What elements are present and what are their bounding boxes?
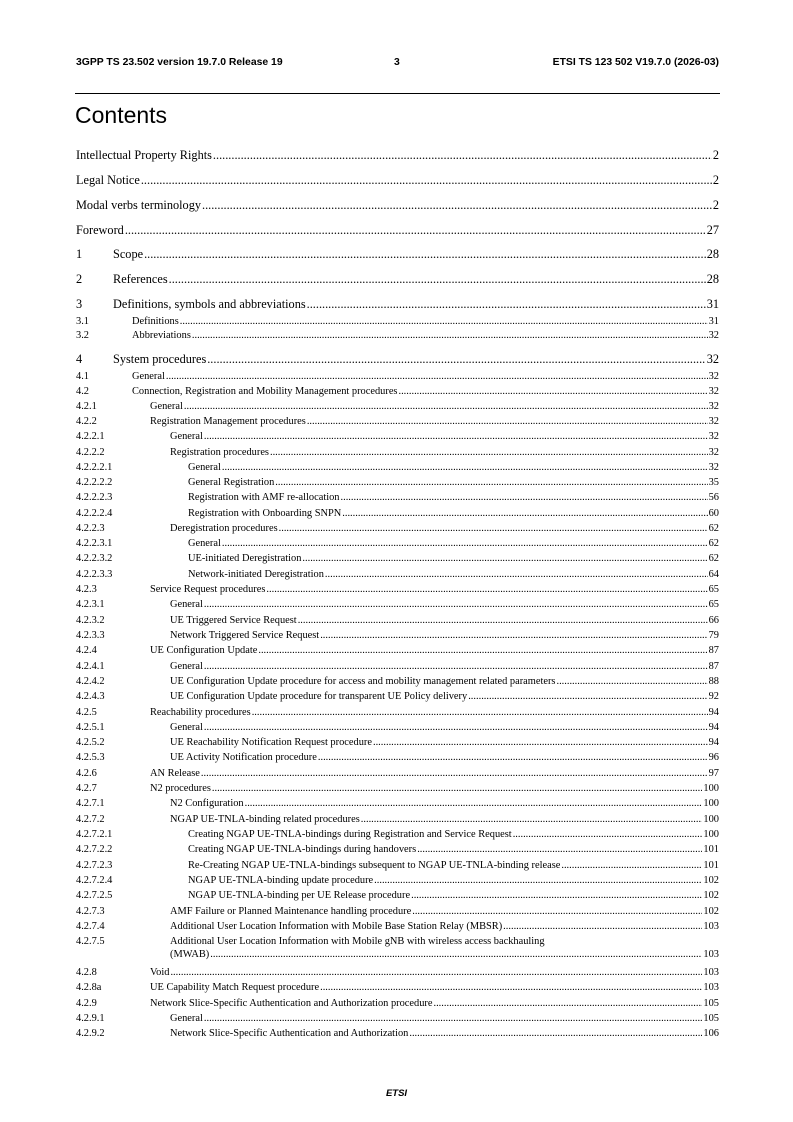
toc-entry-number: 4.2.9 — [76, 998, 97, 1009]
toc-entry-number: 4.2.4.1 — [76, 661, 105, 672]
dot-leader — [204, 430, 708, 443]
toc-entry-page: 32 — [708, 431, 719, 442]
dot-leader — [180, 315, 708, 328]
toc-entry-number: 4.2.8 — [76, 967, 97, 978]
toc-entry[interactable] — [76, 706, 719, 719]
toc-entry-number: 1 — [76, 247, 83, 261]
dot-leader — [412, 905, 702, 918]
toc-entry[interactable] — [76, 568, 719, 581]
toc-entry-number: 4.2.4.3 — [76, 691, 105, 702]
toc-entry-number: 4.2.2.3.1 — [76, 538, 113, 549]
toc-entry-number: 3.1 — [76, 316, 89, 327]
toc-entry-page: 2 — [712, 173, 719, 187]
toc-entry-page: 105 — [703, 998, 719, 1009]
toc-entry-number: 4.2.7.2.4 — [76, 875, 113, 886]
dot-leader — [204, 598, 708, 611]
dot-leader — [213, 148, 712, 163]
toc-entry-number: 4.2.7.2.1 — [76, 829, 113, 840]
toc-entry[interactable] — [76, 981, 719, 994]
toc-entry-title: General — [170, 1013, 203, 1024]
toc-entry[interactable] — [76, 507, 719, 520]
toc-entry-page: 32 — [708, 401, 719, 412]
toc-entry-number: 4.2.8a — [76, 982, 102, 993]
dot-leader — [204, 721, 708, 734]
toc-entry-number: 4.2.4 — [76, 645, 97, 656]
toc-entry-page: 32 — [708, 330, 719, 341]
toc-entry-number: 4.2.3.3 — [76, 630, 105, 641]
dot-leader — [307, 415, 708, 428]
toc-entry-page: 62 — [708, 523, 719, 534]
toc-entry[interactable] — [76, 400, 719, 413]
page-footer: ETSI — [385, 1088, 408, 1099]
toc-entry[interactable] — [76, 173, 719, 188]
toc-entry-page: 102 — [703, 890, 719, 901]
toc-entry[interactable] — [76, 491, 719, 504]
toc-entry[interactable] — [76, 644, 719, 657]
toc-entry-number: 3.2 — [76, 330, 89, 341]
toc-entry-title: Deregistration procedures — [170, 523, 278, 534]
toc-entry-title: Re-Creating NGAP UE-TNLA-bindings subsequent to NGAP UE-TNLA-binding release — [188, 860, 561, 871]
toc-entry[interactable] — [76, 782, 719, 795]
toc-entry[interactable] — [76, 1012, 719, 1025]
toc-entry-title: General — [132, 371, 165, 382]
toc-entry-title: Scope — [113, 247, 144, 261]
toc-entry[interactable] — [76, 198, 719, 213]
toc-entry-page: 79 — [708, 630, 719, 641]
toc-entry-page: 31 — [706, 297, 719, 311]
toc-entry-number: 4.2.2.2.2 — [76, 477, 113, 488]
toc-entry-title: UE Configuration Update procedure for access and mobility management related parameters — [170, 676, 556, 687]
toc-entry-number: 4.2.7 — [76, 783, 97, 794]
toc-entry[interactable] — [76, 598, 719, 611]
toc-entry[interactable] — [76, 537, 719, 550]
dot-leader — [398, 385, 707, 398]
toc-entry-title: UE-initiated Deregistration — [188, 553, 302, 564]
toc-entry-page: 103 — [703, 982, 719, 993]
toc-entry[interactable] — [76, 415, 719, 428]
dot-leader — [222, 461, 708, 474]
page-header — [76, 57, 719, 71]
toc-entry[interactable] — [76, 721, 719, 734]
toc-entry-number: 4.2.7.2.3 — [76, 860, 113, 871]
dot-leader — [468, 690, 707, 703]
toc-entry-title: N2 procedures — [150, 783, 211, 794]
toc-entry-page: 66 — [708, 615, 719, 626]
toc-entry-title: UE Configuration Update — [150, 645, 258, 656]
toc-entry-page: 101 — [703, 844, 719, 855]
toc-entry-page: 65 — [708, 599, 719, 610]
toc-entry-number: 4.2.6 — [76, 768, 97, 779]
toc-entry-number: 4.2.2.3.2 — [76, 553, 113, 564]
toc-entry[interactable] — [76, 583, 719, 596]
header-etsi-ref: ETSI TS 123 502 V19.7.0 (2026-03) — [552, 57, 719, 68]
toc-entry-title: NGAP UE-TNLA-binding per UE Release procedure — [188, 890, 411, 901]
dot-leader — [252, 706, 708, 719]
toc-entry[interactable] — [76, 889, 719, 902]
dot-leader — [374, 874, 702, 887]
toc-entry-title: UE Reachability Notification Request procedure — [170, 737, 372, 748]
toc-entry[interactable] — [76, 352, 719, 367]
dot-leader — [184, 400, 708, 413]
toc-entry-title: UE Configuration Update procedure for transparent UE Policy delivery — [170, 691, 468, 702]
toc-entry[interactable] — [76, 874, 719, 887]
toc-entry-title: General — [170, 661, 203, 672]
toc-entry[interactable] — [76, 461, 719, 474]
dot-leader — [561, 859, 702, 872]
toc-entry-number: 4.2.7.4 — [76, 921, 105, 932]
toc-entry-title: Reachability procedures — [150, 707, 251, 718]
toc-entry-page: 62 — [708, 538, 719, 549]
toc-entry-title: References — [113, 272, 168, 286]
toc-entry[interactable] — [76, 675, 719, 688]
toc-entry-title: Network Slice-Specific Authentication and Authorization procedure — [150, 998, 433, 1009]
toc-entry-page: 64 — [708, 569, 719, 580]
toc-entry-number: 4.2.3.2 — [76, 615, 105, 626]
toc-entry-title: Connection, Registration and Mobility Management procedures — [132, 386, 398, 397]
toc-entry[interactable] — [76, 1027, 719, 1040]
dot-leader — [361, 813, 703, 826]
toc-entry-page: 2 — [712, 198, 719, 212]
toc-entry-page: 100 — [703, 798, 719, 809]
toc-entry-number: 3 — [76, 297, 83, 311]
toc-entry-page: 32 — [706, 352, 719, 366]
dot-leader — [204, 1012, 703, 1025]
toc-entry-title-continued: (MWAB) — [170, 949, 210, 960]
page-title: Contents — [75, 102, 168, 128]
dot-leader — [411, 889, 702, 902]
dot-leader — [275, 476, 707, 489]
dot-leader — [409, 1027, 702, 1040]
dot-leader — [302, 552, 707, 565]
toc-entry-page: 62 — [708, 553, 719, 564]
toc-entry-page: 102 — [703, 875, 719, 886]
toc-entry-page: 88 — [708, 676, 719, 687]
toc-entry-title: General — [188, 462, 221, 473]
dot-leader — [202, 198, 712, 213]
toc-entry-title: Additional User Location Information with Mobile Base Station Relay (MBSR) — [170, 921, 503, 932]
toc-entry[interactable] — [76, 690, 719, 703]
toc-entry-number: 4.2.2.3 — [76, 523, 105, 534]
toc-entry[interactable] — [76, 552, 719, 565]
toc-entry-number: 4.2.2.2.4 — [76, 508, 113, 519]
toc-entry-title: NGAP UE-TNLA-binding related procedures — [170, 814, 360, 825]
toc-entry-number: 4.2.7.1 — [76, 798, 105, 809]
toc-entry-number: 4.2.5.2 — [76, 737, 105, 748]
toc-entry-title: Definitions — [132, 316, 179, 327]
dot-leader — [433, 997, 702, 1010]
dot-leader — [141, 173, 712, 188]
toc-entry-number: 4.2.2.1 — [76, 431, 105, 442]
toc-entry[interactable] — [76, 797, 719, 810]
toc-entry-title: General Registration — [188, 477, 275, 488]
toc-entry-title: General — [170, 722, 203, 733]
toc-entry-page: 32 — [708, 416, 719, 427]
dot-leader — [556, 675, 707, 688]
toc-entry-page: 102 — [703, 906, 719, 917]
toc-entry-number: 4.2.5.3 — [76, 752, 105, 763]
toc-entry-number: 4.2.7.2.2 — [76, 844, 113, 855]
toc-entry[interactable] — [76, 476, 719, 489]
toc-entry-page: 103 — [703, 949, 719, 960]
header-spec-version: 3GPP TS 23.502 version 19.7.0 Release 19 — [76, 57, 283, 68]
toc-entry[interactable] — [76, 935, 719, 961]
toc-entry[interactable] — [76, 223, 719, 238]
toc-entry-title: System procedures — [113, 352, 207, 366]
dot-leader — [298, 614, 708, 627]
toc-entry[interactable] — [76, 272, 719, 287]
toc-entry-page: 100 — [703, 814, 719, 825]
toc-entry-title: UE Triggered Service Request — [170, 615, 297, 626]
toc-entry-page: 100 — [703, 829, 719, 840]
dot-leader — [341, 491, 708, 504]
dot-leader — [245, 797, 703, 810]
toc-entry-page: 94 — [708, 737, 719, 748]
toc-entry[interactable] — [76, 736, 719, 749]
dot-leader — [144, 247, 706, 262]
toc-entry-number: 4.2.2.2.3 — [76, 492, 113, 503]
toc-entry[interactable] — [76, 966, 719, 979]
toc-entry[interactable] — [76, 629, 719, 642]
toc-entry-page: 87 — [708, 661, 719, 672]
dot-leader — [170, 966, 702, 979]
toc-entry-page: 103 — [703, 967, 719, 978]
toc-entry-page: 97 — [708, 768, 719, 779]
dot-leader — [266, 583, 707, 596]
toc-entry-title: UE Activity Notification procedure — [170, 752, 317, 763]
dot-leader — [320, 981, 702, 994]
dot-leader — [258, 644, 707, 657]
toc-entry-title: Additional User Location Information with Mobile gNB with wireless access backhauling — [170, 936, 545, 947]
toc-entry-page: 32 — [708, 386, 719, 397]
toc-entry-title: Registration Management procedures — [150, 416, 306, 427]
dot-leader — [166, 370, 708, 383]
toc-entry-title: Registration with AMF re-allocation — [188, 492, 340, 503]
toc-entry-page: 94 — [708, 722, 719, 733]
toc-entry[interactable] — [76, 843, 719, 856]
toc-entry-page: 103 — [703, 921, 719, 932]
toc-entry[interactable] — [76, 614, 719, 627]
toc-entry[interactable] — [76, 385, 719, 398]
toc-entry[interactable] — [76, 751, 719, 764]
toc-entry-title: General — [170, 599, 203, 610]
toc-entry-title: Creating NGAP UE-TNLA-bindings during Registration and Service Request — [188, 829, 512, 840]
dot-leader — [307, 297, 706, 312]
dot-leader — [169, 272, 706, 287]
dot-leader — [204, 660, 708, 673]
toc-entry-page: 106 — [703, 1028, 719, 1039]
toc-entry[interactable] — [76, 660, 719, 673]
toc-entry-page: 31 — [708, 316, 719, 327]
dot-leader — [342, 507, 707, 520]
toc-entry[interactable] — [76, 148, 719, 163]
toc-entry[interactable] — [76, 247, 719, 262]
toc-entry-title: AMF Failure or Planned Maintenance handling procedure — [170, 906, 412, 917]
toc-entry[interactable] — [76, 920, 719, 933]
toc-entry-title: Modal verbs terminology — [76, 198, 201, 212]
toc-entry-title: Network-initiated Deregistration — [188, 569, 324, 580]
dot-leader — [320, 629, 707, 642]
toc-entry-page: 32 — [708, 371, 719, 382]
dot-leader — [201, 767, 708, 780]
toc-entry-title: Legal Notice — [76, 173, 140, 187]
dot-leader — [270, 446, 708, 459]
toc-entry-page: 28 — [706, 272, 719, 286]
toc-entry-number: 4.2.7.3 — [76, 906, 105, 917]
toc-entry-title: Network Triggered Service Request — [170, 630, 320, 641]
header-page-number: 3 — [394, 57, 400, 68]
toc-entry-page: 96 — [708, 752, 719, 763]
toc-entry-page: 87 — [708, 645, 719, 656]
toc-entry-number: 4.2.7.2 — [76, 814, 105, 825]
toc-entry-number: 4.2.1 — [76, 401, 97, 412]
toc-entry-title: NGAP UE-TNLA-binding update procedure — [188, 875, 374, 886]
toc-entry-title: General — [150, 401, 183, 412]
toc-entry[interactable] — [76, 522, 719, 535]
dot-leader — [318, 751, 708, 764]
toc-entry-number: 4.2.9.2 — [76, 1028, 105, 1039]
toc-entry-title: Registration with Onboarding SNPN — [188, 508, 342, 519]
toc-entry-title: Intellectual Property Rights — [76, 148, 212, 162]
toc-entry-page: 101 — [703, 860, 719, 871]
toc-entry[interactable] — [76, 297, 719, 312]
toc-entry-number: 4.2.2.2.1 — [76, 462, 113, 473]
toc-entry-number: 4.2.3 — [76, 584, 97, 595]
toc-entry-title: Void — [150, 967, 170, 978]
toc-entry-page: 28 — [706, 247, 719, 261]
toc-entry-number: 4.2.3.1 — [76, 599, 105, 610]
toc-entry-title: UE Capability Match Request procedure — [150, 982, 320, 993]
toc-entry-number: 4.2.7.2.5 — [76, 890, 113, 901]
toc-entry-page: 100 — [703, 783, 719, 794]
toc-entry-title: AN Release — [150, 768, 200, 779]
toc-entry-number: 4.2.2.2 — [76, 447, 105, 458]
toc-entry-page: 56 — [708, 492, 719, 503]
toc-entry-title: Network Slice-Specific Authentication and Authorization — [170, 1028, 409, 1039]
toc-entry-page: 32 — [708, 447, 719, 458]
toc-entry[interactable] — [76, 813, 719, 826]
header-rule — [75, 93, 720, 94]
toc-entry-number: 2 — [76, 272, 83, 286]
toc-entry-title: Foreword — [76, 223, 124, 237]
toc-entry-title: Definitions, symbols and abbreviations — [113, 297, 306, 311]
dot-leader — [279, 522, 708, 535]
dot-leader — [325, 568, 708, 581]
dot-leader — [503, 920, 702, 933]
toc-entry[interactable] — [76, 329, 719, 342]
toc-entry-number: 4.2.9.1 — [76, 1013, 105, 1024]
toc-entry-page: 105 — [703, 1013, 719, 1024]
toc-entry-number: 4.2.2 — [76, 416, 97, 427]
toc-entry[interactable] — [76, 997, 719, 1010]
toc-entry-number: 4.2.2.3.3 — [76, 569, 113, 580]
dot-leader — [417, 843, 702, 856]
toc-entry[interactable] — [76, 767, 719, 780]
toc-entry-number: 4 — [76, 352, 83, 366]
toc-entry-page: 35 — [708, 477, 719, 488]
dot-leader — [192, 329, 708, 342]
toc-entry-title: General — [170, 431, 203, 442]
toc-entry[interactable] — [76, 446, 719, 459]
toc-entry-title: Abbreviations — [132, 330, 191, 341]
dot-leader — [125, 223, 706, 238]
toc-entry-title: General — [188, 538, 221, 549]
toc-entry-number: 4.1 — [76, 371, 89, 382]
toc-entry-title: Registration procedures — [170, 447, 269, 458]
toc-entry[interactable] — [76, 315, 719, 328]
dot-leader — [373, 736, 708, 749]
dot-leader — [210, 948, 702, 961]
toc-entry-title: Creating NGAP UE-TNLA-bindings during handovers — [188, 844, 417, 855]
toc-entry-number: 4.2.7.5 — [76, 936, 105, 947]
dot-leader — [212, 782, 703, 795]
toc-entry-page: 32 — [708, 462, 719, 473]
toc-entry[interactable] — [76, 828, 719, 841]
toc-entry[interactable] — [76, 370, 719, 383]
toc-entry-page: 60 — [708, 508, 719, 519]
toc-entry-number: 4.2.5 — [76, 707, 97, 718]
toc-entry-title: Service Request procedures — [150, 584, 266, 595]
toc-entry-number: 4.2.4.2 — [76, 676, 105, 687]
toc-entry-page: 65 — [708, 584, 719, 595]
toc-entry[interactable] — [76, 430, 719, 443]
toc-entry[interactable] — [76, 905, 719, 918]
toc-entry-page: 94 — [708, 707, 719, 718]
dot-leader — [513, 828, 703, 841]
toc-entry-number: 4.2 — [76, 386, 89, 397]
toc-entry-page: 92 — [708, 691, 719, 702]
dot-leader — [222, 537, 708, 550]
toc-entry-number: 4.2.5.1 — [76, 722, 105, 733]
toc-entry-page: 27 — [706, 223, 719, 237]
toc-entry-title: N2 Configuration — [170, 798, 244, 809]
dot-leader — [207, 352, 705, 367]
toc-entry[interactable] — [76, 859, 719, 872]
toc-entry-page: 2 — [712, 148, 719, 162]
